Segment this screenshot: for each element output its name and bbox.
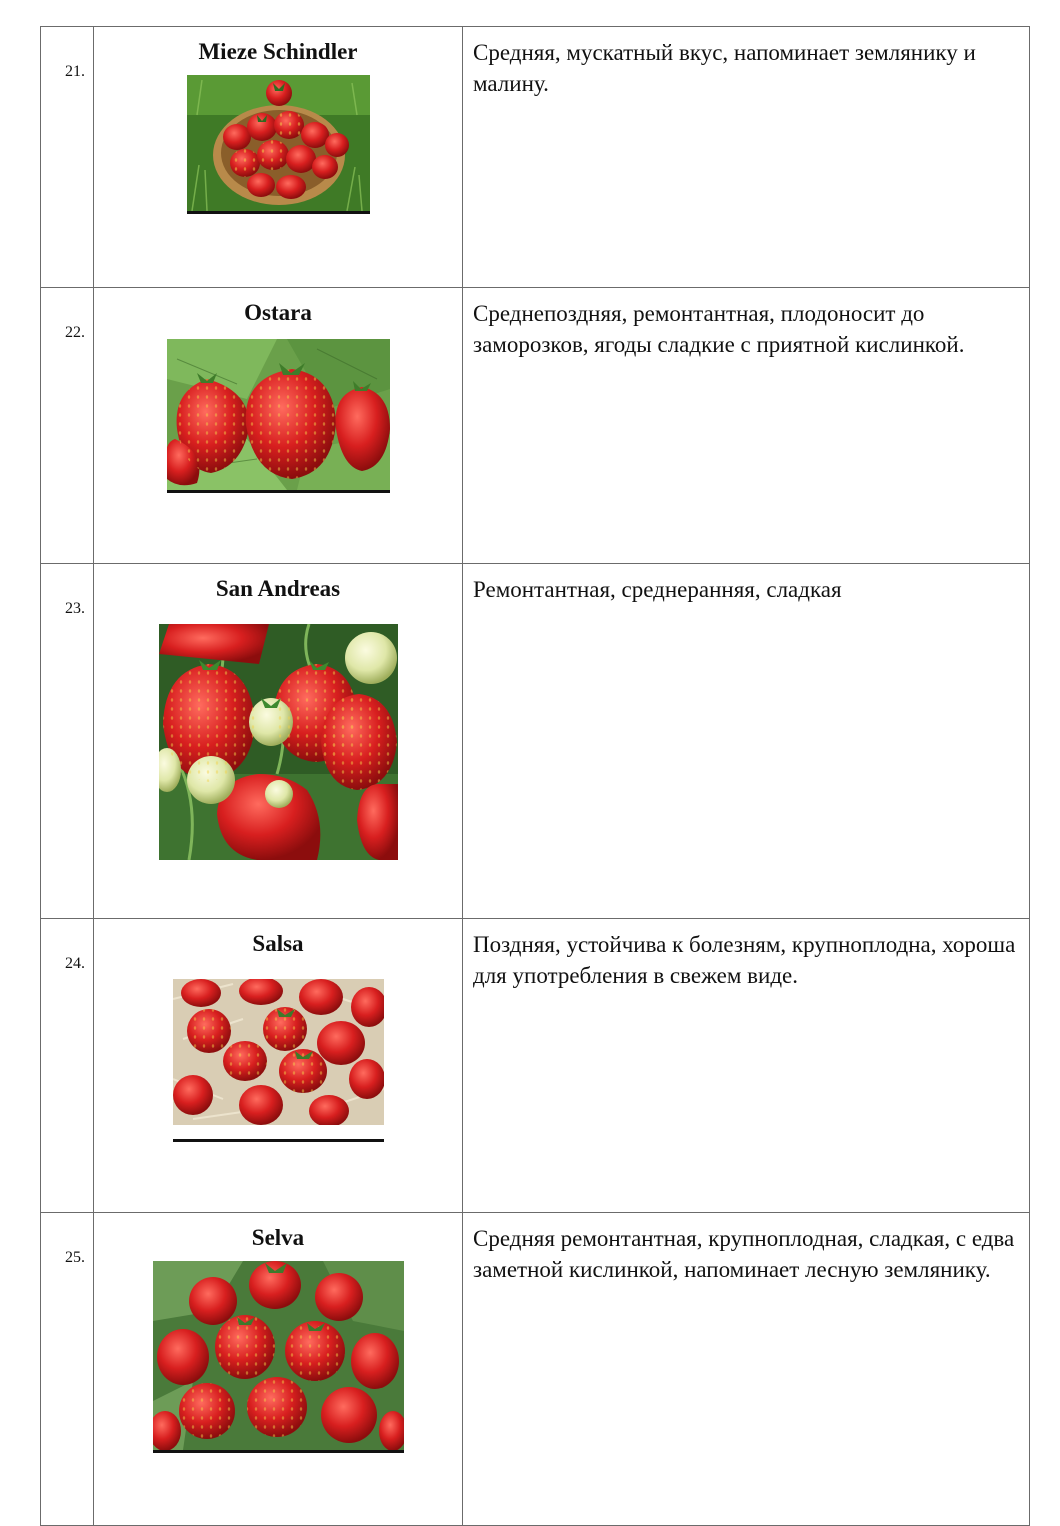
variety-description: Средняя ремонтантная, крупноплодная, сладкая, с едва заметной кислинкой, напоминает лесную землянику. bbox=[463, 1213, 1030, 1526]
variety-name: San Andreas bbox=[215, 576, 341, 601]
strawberries-in-basket-on-grass-photo bbox=[187, 75, 370, 211]
row-number: 25. bbox=[41, 1213, 94, 1526]
variety-name: Mieze Schindler bbox=[198, 39, 358, 64]
variety-name: Selva bbox=[251, 1225, 305, 1250]
variety-cell bbox=[94, 1213, 463, 1526]
photo-underline bbox=[173, 1139, 384, 1142]
row-number: 23. bbox=[41, 564, 94, 919]
variety-name: Salsa bbox=[252, 931, 304, 956]
row-number: 21. bbox=[41, 27, 94, 288]
strawberries-on-straw-photo bbox=[173, 979, 384, 1125]
variety-description: Ремонтантная, среднеранняя, сладкая bbox=[463, 564, 1030, 919]
variety-name: Ostara bbox=[244, 300, 312, 325]
variety-cell bbox=[94, 27, 463, 288]
photo-underline bbox=[167, 490, 390, 493]
table-row bbox=[41, 919, 1030, 1213]
photo-underline bbox=[153, 1450, 404, 1453]
table-row bbox=[41, 1213, 1030, 1526]
table-row bbox=[41, 288, 1030, 564]
table-row bbox=[41, 564, 1030, 919]
photo-underline bbox=[187, 211, 370, 214]
variety-description: Средняя, мускатный вкус, напоминает землянику и малину. bbox=[463, 27, 1030, 288]
variety-description: Поздняя, устойчива к болезням, крупноплодна, хороша для употребления в свежем виде. bbox=[463, 919, 1030, 1213]
varieties-table bbox=[40, 26, 1030, 1526]
variety-cell bbox=[94, 288, 463, 564]
row-number: 22. bbox=[41, 288, 94, 564]
strawberries-among-leaves-photo bbox=[167, 339, 390, 490]
table-row bbox=[41, 27, 1030, 288]
pile-of-strawberries-photo bbox=[153, 1261, 404, 1450]
variety-description: Среднепоздняя, ремонтантная, плодоносит до заморозков, ягоды сладкие с приятной кислинкой. bbox=[463, 288, 1030, 564]
row-number: 24. bbox=[41, 919, 94, 1213]
ripe-and-unripe-strawberries-photo bbox=[159, 624, 398, 860]
variety-cell bbox=[94, 564, 463, 919]
variety-cell bbox=[94, 919, 463, 1213]
